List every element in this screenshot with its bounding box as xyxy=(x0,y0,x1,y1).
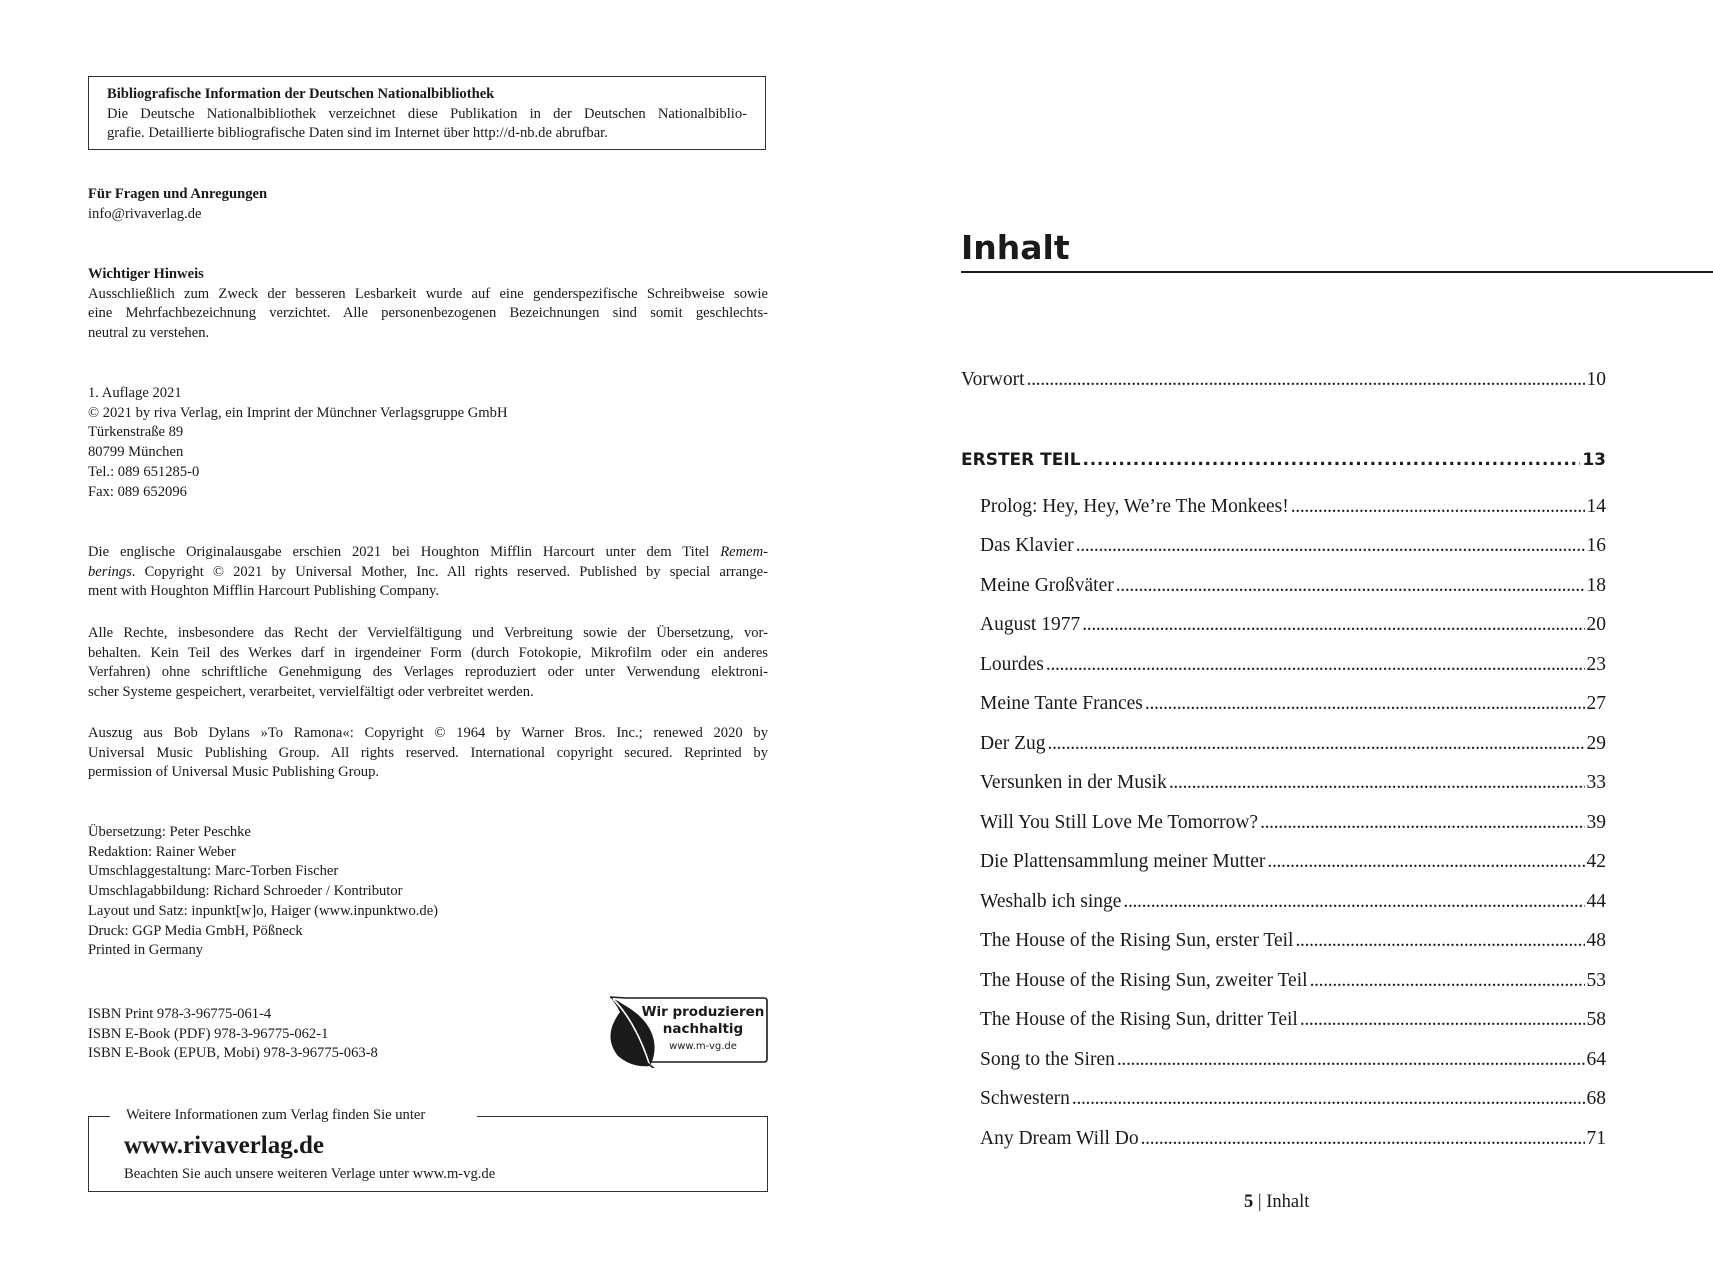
toc-part xyxy=(961,447,1606,473)
toc-entry xyxy=(980,928,1606,954)
isbn-line: ISBN Print 978-3-96775-061-4 xyxy=(88,1006,272,1022)
toc-leader-dots xyxy=(1300,1007,1585,1033)
toc-entry xyxy=(980,1047,1606,1073)
original-line: berings. Copyright © 2021 by Universal Mother, Inc. All rights reserved. Published by special arrange- xyxy=(88,563,768,580)
excerpt-line: permission of Universal Music Publishing Group. xyxy=(88,764,380,781)
toc-leader-dots xyxy=(1141,1126,1585,1152)
toc-entry xyxy=(980,573,1606,599)
toc-entry-page: 23 xyxy=(1586,654,1606,675)
questions-heading: Für Fragen und Anregungen xyxy=(88,186,268,202)
original-edition-section xyxy=(88,543,768,602)
toc-entry-page: 42 xyxy=(1586,851,1606,872)
edition-line: 80799 München xyxy=(88,444,184,461)
bib-line-1: Die Deutsche Nationalbibliothek verzeichnet diese Publikation in der Deutschen Nationalbiblio- xyxy=(107,105,747,122)
toc-entry-label: Song to the Siren xyxy=(980,1049,1115,1070)
isbn-line: ISBN E-Book (PDF) 978-3-96775-062-1 xyxy=(88,1025,329,1042)
web-box-top-rule xyxy=(477,1116,768,1117)
notice-heading: Wichtiger Hinweis xyxy=(88,266,204,282)
footer-section: Inhalt xyxy=(1266,1192,1310,1212)
rights-line: Alle Rechte, insbesondere das Recht der Vervielfältigung und Verbreitung sowie der Übersetzung, vor- xyxy=(88,625,768,641)
toc-entry-label: Weshalb ich singe xyxy=(980,891,1122,912)
toc-entry-page: 64 xyxy=(1586,1049,1606,1070)
publisher-url: www.rivaverlag.de xyxy=(124,1132,324,1159)
toc-entry-page: 53 xyxy=(1586,970,1606,991)
credit-line: Layout und Satz: inpunkt[w]o, Haiger (www.inpunktwo.de) xyxy=(88,902,439,919)
isbn-section xyxy=(88,1005,558,1064)
toc-entry-label: Das Klavier xyxy=(980,535,1074,556)
toc-entry xyxy=(980,770,1606,796)
isbn-line: ISBN E-Book (EPUB, Mobi) 978-3-96775-063-8 xyxy=(88,1045,378,1062)
edition-section xyxy=(88,384,768,502)
toc-leader-dots xyxy=(1169,770,1585,796)
toc-leader-dots xyxy=(1291,494,1585,520)
credit-line: Druck: GGP Media GmbH, Pößneck xyxy=(88,922,303,939)
toc-entry-page: 33 xyxy=(1586,772,1606,793)
notice-section xyxy=(88,265,768,344)
toc-leader-dots xyxy=(1117,1047,1585,1073)
original-line: ment with Houghton Mifflin Harcourt Publishing Company. xyxy=(88,583,440,600)
toc-entry-page: 44 xyxy=(1586,891,1606,912)
toc-entry-page: 71 xyxy=(1586,1128,1606,1149)
toc-leader-dots xyxy=(1145,691,1585,717)
page-number: 5 xyxy=(1244,1192,1254,1212)
toc-entry xyxy=(980,494,1606,520)
toc-entry-label: Meine Tante Frances xyxy=(980,693,1143,714)
web-intro-text: Weitere Informationen zum Verlag finden Sie unter xyxy=(126,1107,426,1123)
notice-line: neutral zu verstehen. xyxy=(88,325,210,342)
toc-entry-label: Meine Großväter xyxy=(980,575,1114,596)
bib-line-2: grafie. Detaillierte bibliografische Daten sind im Internet über http://d-nb.de abrufbar. xyxy=(107,125,608,141)
toc-leader-dots xyxy=(1082,612,1584,638)
toc-leader-dots xyxy=(1295,928,1584,954)
rights-line: scher Systeme gespeichert, verarbeitet, vervielfältigt oder verbreitet werden. xyxy=(88,684,534,701)
toc-entry-label: Versunken in der Musik xyxy=(980,772,1167,793)
toc-entry-label: August 1977 xyxy=(980,614,1081,635)
excerpt-line: Universal Music Publishing Group. All rights reserved. International copyright secured. Reprinted by xyxy=(88,744,768,761)
badge-line-2: nachhaltig xyxy=(662,1021,744,1037)
toc-entry xyxy=(980,731,1606,757)
toc-entry-page: 27 xyxy=(1586,693,1606,714)
edition-line: Fax: 089 652096 xyxy=(88,483,187,500)
sustainability-badge xyxy=(606,996,768,1068)
toc-entry-page: 16 xyxy=(1586,535,1606,556)
toc-entry-page: 29 xyxy=(1586,733,1606,754)
page-title: Inhalt xyxy=(961,228,1070,267)
rights-section xyxy=(88,624,768,703)
toc-entry-label: The House of the Rising Sun, erster Teil xyxy=(980,930,1294,951)
footer-separator: | xyxy=(1257,1192,1262,1212)
toc-leader-dots xyxy=(1076,533,1585,559)
toc-entry-label: Schwestern xyxy=(980,1088,1070,1109)
credit-line: Umschlaggestaltung: Marc-Torben Fischer xyxy=(88,863,339,880)
toc-leader-dots xyxy=(1046,652,1585,678)
original-line: Die englische Originalausgabe erschien 2021 bei Houghton Mifflin Harcourt unter dem Titel Remem- xyxy=(88,544,768,560)
web-box-top-rule xyxy=(88,1116,110,1117)
edition-line: Tel.: 089 651285-0 xyxy=(88,463,200,480)
toc-leader-dots xyxy=(1310,968,1585,994)
toc-leader-dots xyxy=(1123,889,1584,915)
toc-entry xyxy=(980,691,1606,717)
notice-line: Ausschließlich zum Zweck der besseren Lesbarkeit wurde auf eine genderspezifische Schreibweise sowie xyxy=(88,285,768,302)
toc-leader-dots xyxy=(1083,447,1581,473)
credits-section xyxy=(88,823,768,961)
toc-entry-label: The House of the Rising Sun, dritter Teil xyxy=(980,1009,1298,1030)
toc-entry xyxy=(980,849,1606,875)
edition-line: © 2021 by riva Verlag, ein Imprint der Münchner Verlagsgruppe GmbH xyxy=(88,404,508,421)
toc-entry-label: Any Dream Will Do xyxy=(980,1128,1139,1149)
toc-entry-label: Vorwort xyxy=(961,369,1025,390)
badge-line-1: Wir produzieren xyxy=(641,1004,765,1020)
toc-entry-page: 39 xyxy=(1586,812,1606,833)
toc-entry xyxy=(980,889,1606,915)
excerpt-section xyxy=(88,724,768,783)
bib-heading: Bibliografische Information der Deutschen Nationalbibliothek xyxy=(107,86,495,102)
toc-leader-dots xyxy=(1260,810,1584,836)
toc-entry-page: 58 xyxy=(1586,1009,1606,1030)
credit-line: Redaktion: Rainer Weber xyxy=(88,843,236,860)
toc-leader-dots xyxy=(1116,573,1585,599)
more-publishers-text: Beachten Sie auch unsere weiteren Verlage unter www.m-vg.de xyxy=(124,1166,496,1182)
toc-entry xyxy=(980,810,1606,836)
toc-entry-page: 18 xyxy=(1586,575,1606,596)
toc-leader-dots xyxy=(1267,849,1584,875)
toc-entry-label: Der Zug xyxy=(980,733,1046,754)
excerpt-line: Auszug aus Bob Dylans »To Ramona«: Copyright © 1964 by Warner Bros. Inc.; renewed 2020 by xyxy=(88,725,768,741)
page-footer xyxy=(1244,1190,1309,1214)
toc-entry xyxy=(980,612,1606,638)
toc-entry-page: 48 xyxy=(1586,930,1606,951)
toc-entry-page: 10 xyxy=(1586,369,1606,390)
edition-line: Türkenstraße 89 xyxy=(88,424,184,441)
badge-url: www.m-vg.de xyxy=(669,1041,737,1052)
edition-line: 1. Auflage 2021 xyxy=(88,385,182,401)
toc-entry-label: Prolog: Hey, Hey, We’re The Monkees! xyxy=(980,496,1289,517)
toc-entry xyxy=(980,1086,1606,1112)
notice-line: eine Mehrfachbezeichnung verzichtet. Alle personenbezogenen Bezeichnungen sind somit geschlechts- xyxy=(88,305,768,322)
toc-entry-label: Will You Still Love Me Tomorrow? xyxy=(980,812,1259,833)
toc-entry xyxy=(980,533,1606,559)
questions-section xyxy=(88,185,768,224)
toc-entry xyxy=(961,367,1606,393)
toc-entry-page: 20 xyxy=(1586,614,1606,635)
toc-entry-label: The House of the Rising Sun, zweiter Teil xyxy=(980,970,1308,991)
bibliographic-info-box xyxy=(88,76,766,150)
toc-leader-dots xyxy=(1072,1086,1585,1112)
toc-entry-page: 68 xyxy=(1586,1088,1606,1109)
toc-leader-dots xyxy=(1027,367,1585,393)
toc-entry xyxy=(980,1126,1606,1152)
toc-leader-dots xyxy=(1048,731,1585,757)
contact-email: info@rivaverlag.de xyxy=(88,205,202,222)
toc-entry-label: Die Plattensammlung meiner Mutter xyxy=(980,851,1266,872)
rights-line: Verfahren) ohne schriftliche Genehmigung des Verlages reproduziert oder unter Verwendung elektroni- xyxy=(88,664,768,681)
title-rule xyxy=(961,271,1713,273)
toc-entry xyxy=(980,968,1606,994)
rights-line: behalten. Kein Teil des Werkes darf in irgendeiner Form (durch Fotokopie, Mikrofilm oder ein anderes xyxy=(88,644,768,661)
credit-line: Übersetzung: Peter Peschke xyxy=(88,824,251,840)
toc-entry-page: 14 xyxy=(1586,496,1606,517)
toc-entry-label: Lourdes xyxy=(980,654,1044,675)
credit-line: Printed in Germany xyxy=(88,942,204,959)
toc-part-label: ERSTER TEIL xyxy=(961,450,1081,470)
toc-part-page: 13 xyxy=(1582,450,1606,470)
toc-entry xyxy=(980,652,1606,678)
credit-line: Umschlagabbildung: Richard Schroeder / Kontributor xyxy=(88,883,403,900)
toc-entry xyxy=(980,1007,1606,1033)
